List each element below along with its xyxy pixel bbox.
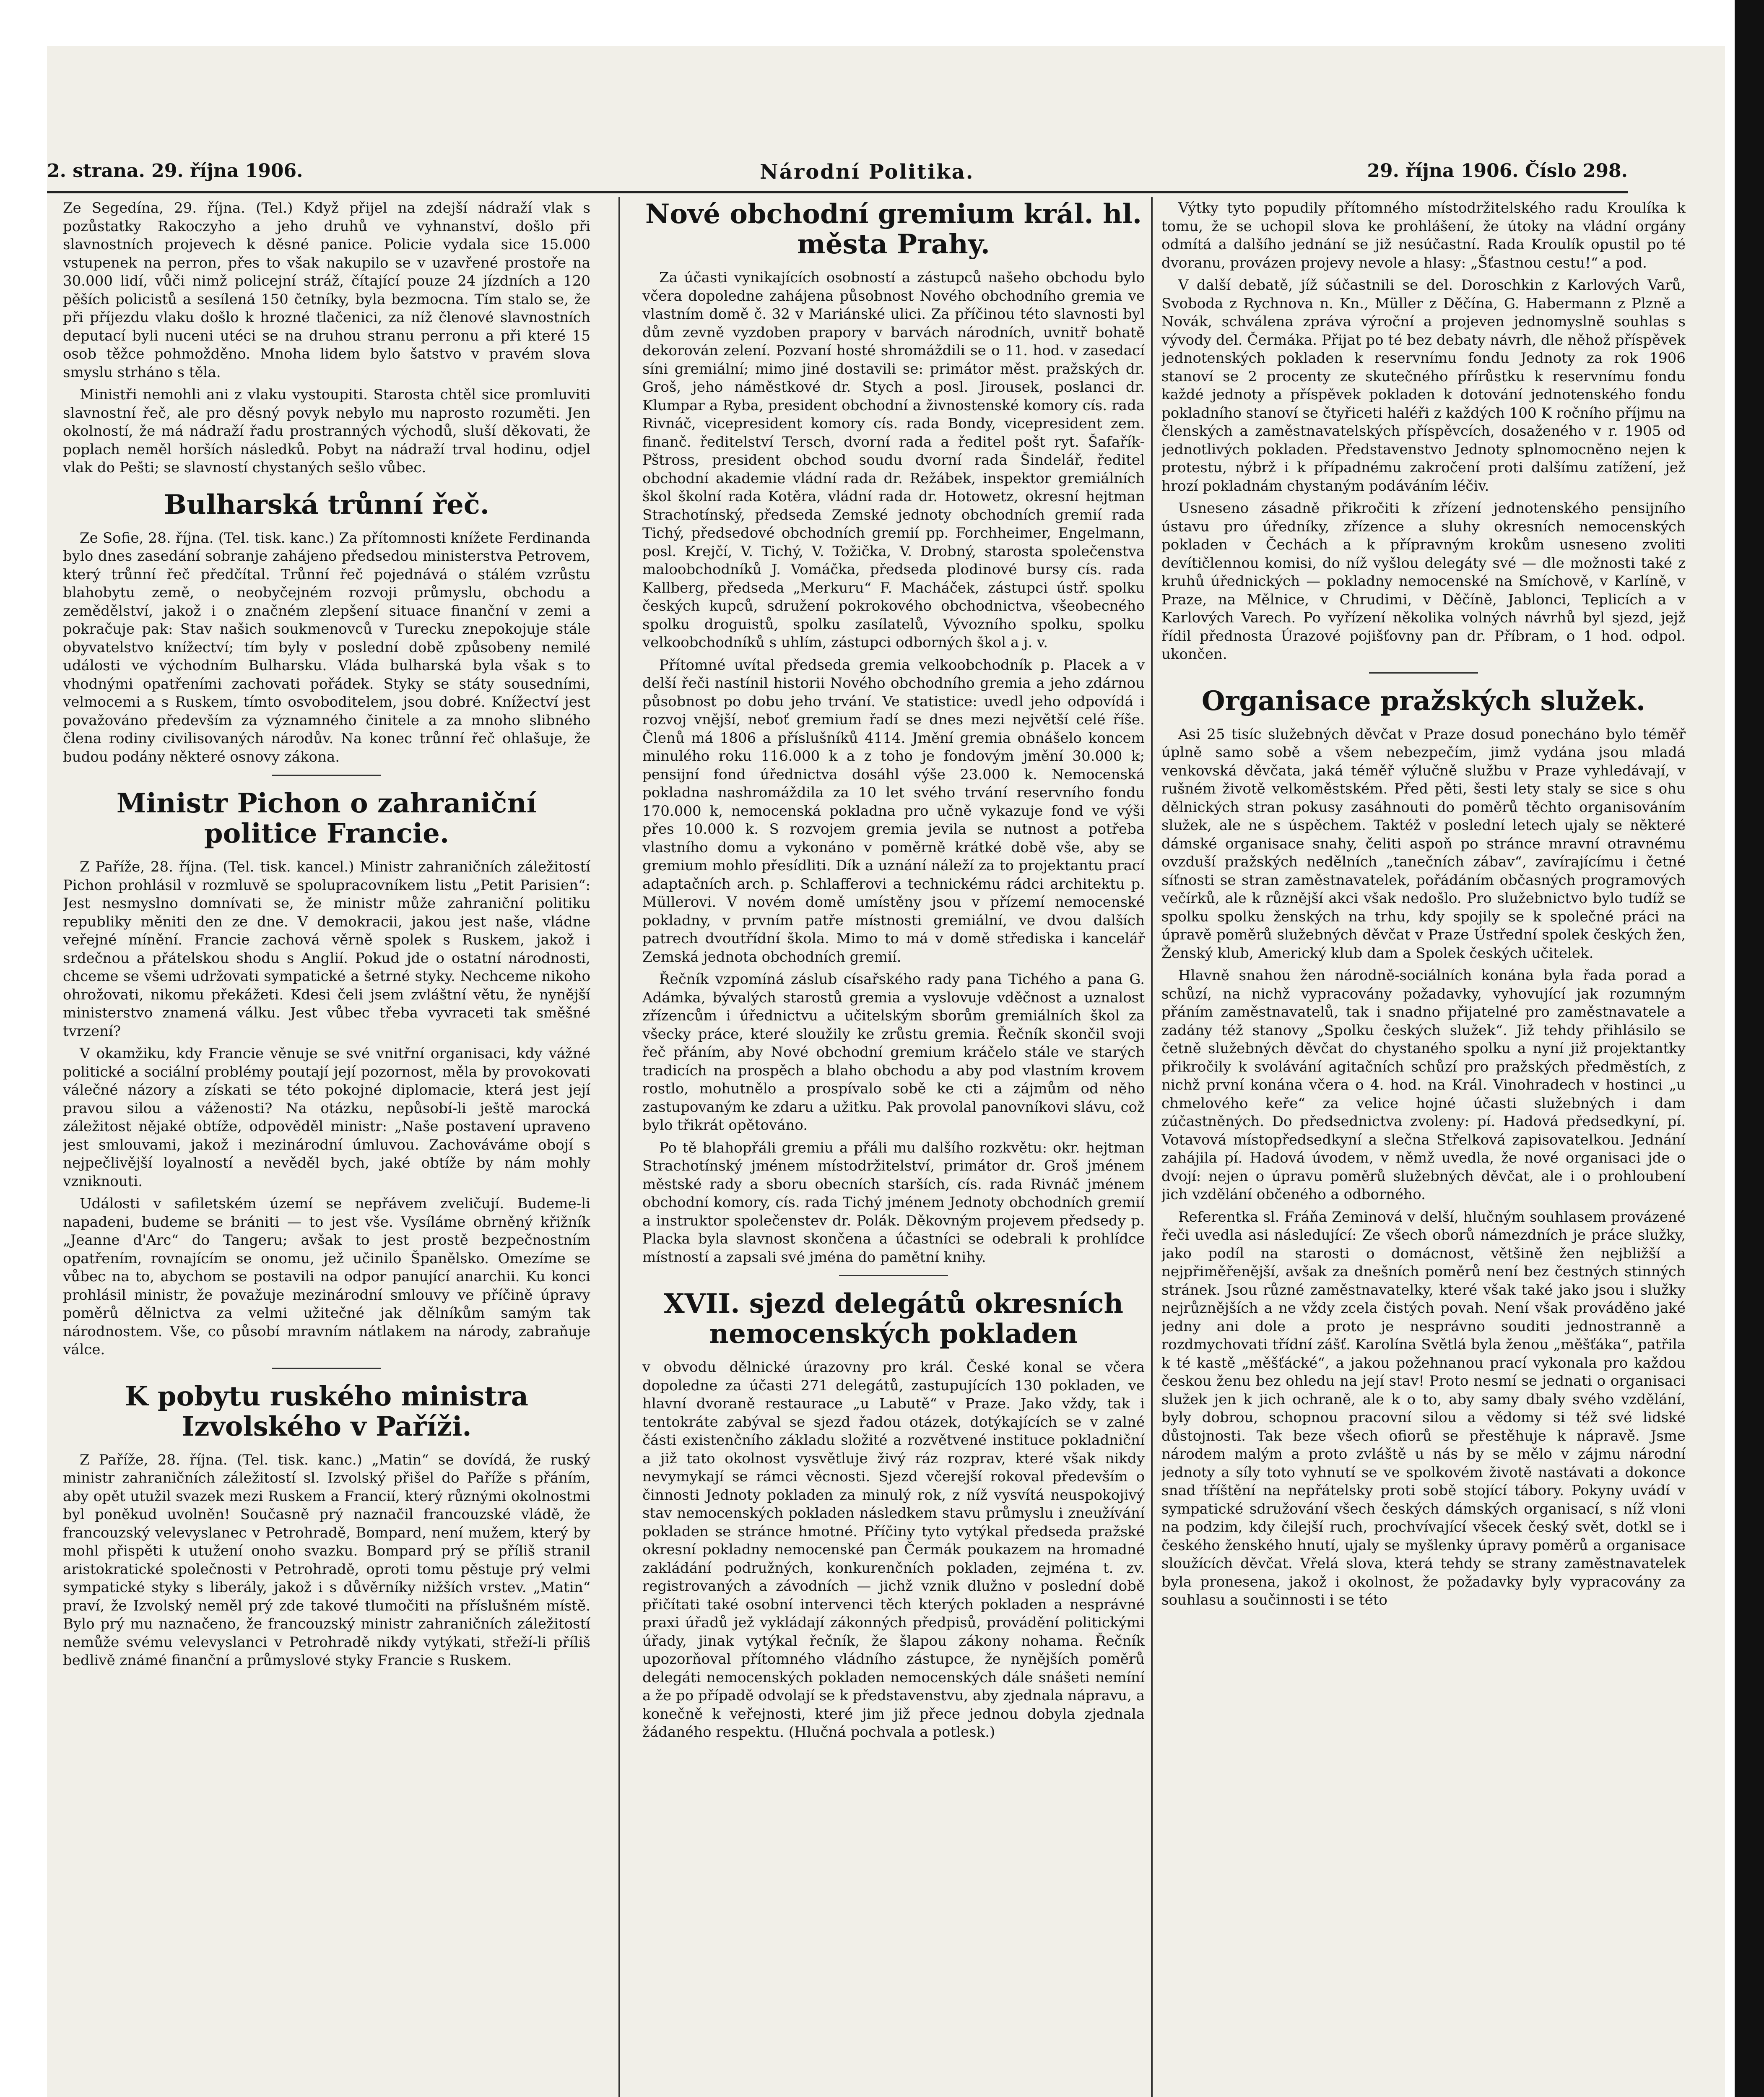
article-headline: Ministr Pichon o zahraniční politice Francie.: [116, 788, 537, 849]
column-divider: [1151, 197, 1153, 2097]
article-text: V okamžiku, kdy Francie věnuje se své vnitřní organisaci, kdy vážné politické a sociální problémy poutají její pozornost, měla by provokovati válečné názory a získati se této pokojné diplomacie, která jest její pravou silou a váženosti? Na otázku, nepůsobí-li ještě marocká záležitost nějaké obtíže, odpověděl ministr: „Naše postavení upraveno jest smlouvami, jakož i mezinárodní úmluvou. Zachováváme obojí s nejpečlivější loyalností a nevěděl bych, jaké obtíže by nám mohly vzniknouti.: [63, 1045, 590, 1190]
article-text: Po tě blahopřáli gremiu a přáli mu dalšího rozkvětu: okr. hejtman Strachotínský jménem místodržitelství, primátor dr. Groš jménem městské rady a sboru obecních starších, cís. rada Rivnáč jménem obchodní komory, cís. rada Tichý jménem Jednoty obchodních gremií a instruktor společenstev dr. Polák. Děkovným projevem předsedy p. Placka byla slavnost skončena a účastníci se odebrali k prohlídce místností a zapsali své jména do pamětní knihy.: [642, 1139, 1145, 1266]
article-separator: [839, 1275, 948, 1276]
article-text: Za účasti vynikajících osobností a zástupců našeho obchodu bylo včera dopoledne zahájena působnost Nového obchodního gremia ve vlastním domě č. 32 v Mariánské ulici. Za příčinou této slavnosti byl dům zevně vyzdoben prapory v barvách národních, uvnitř bohatě dekorován zelení. Pozvaní hosté shromáždili se o 11. hod. v zasedací síni gremiální; mimo jiné dostavili se: primátor měst. pražských dr. Groš, jeho náměstkové dr. Stych a posl. Jirousek, poslanci dr. Klumpar a Ryba, president obchodní a živnostenské komory cís. rada Rivnáč, vicepresident komory cís. rada Bondy, vicepresident zem. finanč. ředitelství Tersch, dvorní rada a ředitel pošt ryt. Šafařík-Pštross, president obchod soudu dvorní rada Šindelář, ředitel obchodní akademie vládní rada dr. Režábek, inspektor gremiálních škol školní rada Kotěra, vládní rada dr. Hotowetz, okresní hejtman Strachotínský, předseda Zemské jednoty obchodních gremií rada Tichý, předsedové obchodních gremií pp. Forchheimer, Engelmann, posl. Krejčí, V. Tichý, V. Tožička, V. Drobný, starosta společenstva maloobchodníků J. Vomáčka, předseda plodinové bursy cís. rada Kallberg, předseda „Merkuru“ F. Macháček, zástupci ústř. spolku českých kupců, sdružení pokrokového obchodnictva, všeobecného spolku droguistů, spolku zasílatelů, Vývozního spolku, spolku velkoobchodníků s uhlím, zástupci odborných škol a j. v.: [642, 269, 1145, 651]
page-info: 2. strana. 29. října 1906.: [47, 160, 303, 182]
column-divider: [618, 197, 620, 2097]
article-headline: Organisace pražských služek.: [1201, 685, 1646, 717]
article-headline: K pobytu ruského ministra Izvolského v Paříži.: [125, 1380, 529, 1442]
article-text: Hlavně snahou žen národně-sociálních konána byla řada porad a schůzí, na nichž vypracovány požadavky, vyhovující jak rozumným přáním zaměstnavatelů, tak i snadno přijatelné pro zaměstnavatele a zadány též stanovy „Spolku českých služek“. Již tehdy přihlásilo se četně služebných děvčat do chystaného spolku a nyní již projektantky přikročily k svolávání agitačních schůzí pro pražských předměstích, z nichž první konána včera o 4. hod. na Král. Vinohradech v hostinci „u chmelového keře“ za velice hojné účasti služebných i dam zúčastněných. Do předsednictva zvoleny: pí. Hadová předsedkyní, pí. Votavová místopředsedkyní a slečna Střelková zapisovatelkou. Jednání zahájila pí. Hadová úvodem, v němž uvedla, že nové organisaci jde o dvojí: nejen o úpravu poměrů služebných děvčat, ale i o prohloubení jich vzdělání občeného a odborného.: [1161, 967, 1686, 1203]
article-text: Asi 25 tisíc služebných děvčat v Praze dosud ponecháno bylo téměř úplně samo sobě a všem nebezpečím, jimž vydána jsou mladá venkovská děvčata, jaká téměř výlučně službu v Praze vyhledávají, v rušném životě velkoměstském. Před pěti, šesti lety staly se sice s ohu dělnických stran pokusy zasáhnouti do poměrů těchto organisováním služek, ale ne s úspěchem. Taktéž v poslední letech ujaly se některé dámské organisace snahy, čeliti aspoň po stránce mravní otravnému ovzduší pražských nedělních „tanečních zábav“, zavírajícímu i četné síťnosti se stran zaměstnavatelek, pořádáním občasných programových večírků, ale k různější akci však nedošlo. Pro služebnictvo bylo tudíž se spolku spolku ženských na trhu, kdy spojily se k společné práci na úpravě poměrů služebných děvčat v Praze Ústřední spolek českých žen, Ženský klub, Americký klub dam a Spolek českých učitelek.: [1161, 726, 1686, 962]
article-text: Události v safiletském území se nepřávem zveličují. Budeme-li napadeni, budeme se brániti — to jest vše. Vysíláme obrněný křižník „Jeanne d'Arc“ do Tangeru; avšak to jest prostě bezpečnostním opatřením, rovnajícím se onomu, jež učinilo Španělsko. Omezíme se vůbec na to, abychom se postavili na odpor panující anarchii. Ku konci prohlásil ministr, že považuje mezinárodní smlouvy ve příčině úpravy poměrů dělnictva za velmi užitečné jak dělníkům samým tak národnostem. Vše, co působí mravním nátlakem na národy, zabraňuje válce.: [63, 1195, 590, 1358]
article-separator: [272, 775, 381, 776]
column-2: [642, 199, 1145, 2097]
article-text: V další debatě, jíž súčastnili se del. Doroschkin z Karlových Varů, Svoboda z Rychnova n. Kn., Müller z Děčína, G. Habermann z Plzně a Novák, schválena zpráva výroční a projeven jednomyslně souhlas s vývody del. Čermáka. Přijat po té bez debaty návrh, dle něhož příspěvek jednotenských pokladen k reservnímu fondu Jednoty za rok 1906 stanoví se 2 procenty ze skutečného přírůstku k reservnímu fondu každé jednoty a příspěvek pokladen k dotování jednotenského fondu pokladního stanoví se čtyřiceti haléři z každých 100 K ročního příjmu na členských a zaměstnavatelských příspěvcích, dosaženého v r. 1905 od jednotlivých pokladen. Představenstvo Jednoty splnomocněno nejen k protestu, nýbrž i k případnému zakročení proti dalšímu zatížení, jež hrozí pokladnám chystaným podáváním léčiv.: [1161, 277, 1686, 494]
header-rule: [47, 191, 1628, 193]
issue-info: 29. října 1906. Číslo 298.: [1367, 160, 1628, 182]
article-text: Ze Segedína, 29. října. (Tel.) Když přijel na zdejší nádraží vlak s pozůstatky Rakoczyho a jeho druhů ve vyhnanství, došlo při slavnostních projevech k děsné panice. Policie vydala sice 15.000 vstupenek na perron, přes to však nakupilo se v uzavřené prostoře na 30.000 lidí, vůči nimž policejní stráž, čítající pouze 24 jízdních a 120 pěších policistů a sesílená 150 četníky, byla bezmocna. Tím stalo se, že při příjezdu vlaku došlo k hrozné tlačenici, za níž členové slavnostních deputací byli nuceni utéci se na druhou stranu perronu a při které 15 osob těžce pohmožděno. Mnoha lidem bylo šatstvo v pravém slova smyslu strháno s těla.: [63, 200, 590, 381]
scan-edge: [1735, 0, 1764, 2097]
newspaper-title: Národní Politika.: [760, 160, 974, 184]
column-3: [1161, 199, 1686, 2097]
article-text: Z Paříže, 28. října. (Tel. tisk. kancel.) Ministr zahraničních záležitostí Pichon prohlásil v rozmluvě se spolupracovníkem listu „Petit Parisien“: Jest nesmyslno domnívati se, že ministr může zahraniční politiku republiky měniti den ze dne. V demokracii, jakou jest naše, vládne veřejné mínění. Francie zachová věrně spolek s Ruskem, jakož i srdečnou a přátelskou shodu s Anglií. Pokud jde o ostatní národnosti, chceme se všemi udržovati sympatické a šetrné styky. Nechceme nikoho ohrožovati, nikomu překážeti. Kdesi čeli jsem zvláštní větu, že nynější ministerstvo znamená válku. Jest vůbec třeba vyvraceti tak směšné tvrzení?: [63, 859, 590, 1040]
article-text: Ze Sofie, 28. října. (Tel. tisk. kanc.) Za přítomnosti knížete Ferdinanda bylo dnes zasedání sobranje zahájeno předsedou ministerstva Petrovem, který trůnní řeč předčítal. Trůnní řeč pojednává o stálém vzrůstu blahobytu země, o neobyčejném rozvoji průmyslu, obchodu a zemědělství, jakož i o značném zlepšení situace finanční v zemi a pokračuje pak: Stav našich soukmenovců v Turecku znepokojuje stále obyvatelstvo knížectví; tím byly v poslední době způsobeny nemilé události ve východním Bulharsku. Vláda bulharská byla však s to vhodnými opatřeními zachovati pořádek. Styky se státy sousedními, velmocemi a s Ruskem, tímto osvoboditelem, jsou dobré. Knížectví jest považováno především za významného činitele a za mnoho slibného člena rodiny civilisovaných národův. Na konec trůnní řeč ohlašuje, že budou podány některé osnovy zákona.: [63, 529, 590, 765]
article-text: v obvodu dělnické úrazovny pro král. České konal se včera dopoledne za účasti 271 delegátů, zastupujících 130 pokladen, ve hlavní dvoraně restaurace „u Labutě“ v Praze. Jako vždy, tak i tentokráte zabýval se sjezd řadou otázek, dotýkajících se v zalné části existenčního základu složité a rozvětvené instituce pokladniční a již tato okolnost vysvětluje živý ráz rozprav, které však nikdy nevymykají se rámci věcnosti. Sjezd včerejší rokoval především o činnosti Jednoty pokladen za minulý rok, z níž vysvítá neuspokojivý stav nemocenských pokladen následkem stavu průmyslu i zneužívání pokladen se stránce hmotné. Příčiny tyto vytýkal předseda pražské okresní pokladny nemocenské pan Čermák poukazem na hromadné zakládání podružných, konkurenčních pokladen, zejména t. zv. registrovaných a závodních — jichž vznik dlužno v poslední době přičítati také osobní intervenci těch kterých pokladen a nesprávné praxi úřadů jež vykládají zákonných předpisů, provádění politickými úřady, jinak vytýkal řečník, že šlapou zákony nohama. Řečník upozorňoval přítomného vládního zástupce, že nynějších poměrů delegáti nemocenských pokladen nemocenských dále snášeti nemíní a že po případě odvolají se k představenstvu, aby zjednala nápravu, a konečně k veřejnosti, které jim již přece jednou dobyla zjednala žádaného respektu. (Hlučná pochvala a potlesk.): [642, 1359, 1145, 1741]
article-text: Ministři nemohli ani z vlaku vystoupiti. Starosta chtěl sice promluviti slavnostní řeč, ale pro děsný povyk nebylo mu naprosto rozuměti. Jen okolností, že má nádraží řadu prostranných východů, sluší děkovati, že poplach neměl horších následků. Pobyt na nádraží trval hodinu, odjel vlak do Pešti; se slavností chystaných sešlo vůbec.: [63, 386, 590, 476]
article-headline: Bulharská trůnní řeč.: [164, 489, 489, 520]
article-text: Řečník vzpomíná záslub císařského rady pana Tichého a pana G. Adámka, bývalých starostů gremia a vyslovuje vděčnost a uznalost zřízencům i úřednictvu a učitelským sborům gremiálních škol za všecky práce, které sloužily ke zrůstu gremia. Řečník skončil svoji řeč přáním, aby Nové obchodní gremium kráčelo stále ve starých tradicích na prospěch a blaho obchodu a aby pod vlastním krovem rostlo, mohutnělo a prospívalo sobě ke cti a zájmům od něho zastupovaným ke zdaru a užitku. Pak provolal panovníkovi slávu, což bylo třikrát opětováno.: [642, 971, 1145, 1134]
page-header: [47, 160, 1628, 190]
article-separator: [272, 1368, 381, 1369]
article-headline: XVII. sjezd delegátů okresních nemocenských pokladen: [664, 1288, 1123, 1350]
column-1: [63, 199, 590, 2097]
article-text: Výtky tyto popudily přítomného místodržitelského radu Kroulíka k tomu, že se uchopil slova ke prohlášení, že útoky na vládní orgány odmítá a dalšího jednání se již nesúčastní. Rada Kroulík opustil po té dvoranu, provázen projevy nevole a hlasy: „Šťastnou cestu!“ a pod.: [1161, 200, 1686, 271]
article-headline: Nové obchodní gremium král. hl. města Prahy.: [645, 199, 1142, 260]
article-separator: [1369, 672, 1478, 674]
article-text: Přítomné uvítal předseda gremia velkoobchodník p. Placek a v delší řeči nastínil historii Nového obchodního gremia a jeho zdárnou působnost po dobu jeho trvání. Ve statistice: uvedl jeho odpovídá i rozvoj vnější, neboť gremium řadí se dnes mezi největší celé říše. Členů má 1806 a příslušníků 4114. Jmění gremia obnášelo koncem minulého roku 116.000 k a z toho je fondovým jmění 30.000 k; pensijní fond úřednictva dosáhl výše 23.000 k. Nemocenská pokladna nashromáždila za 10 let svého trvání reservního fondu 170.000 k, nemocenská pokladna pro učně vykazuje fond ve výši přes 10.000 k. S rozvojem gremia jevila se nutnost a potřeba vlastního domu a vykonáno v poměrně krátké době vše, aby se gremium mohlo přesídliti. Dík a uznání náleží za to projektantu prací adaptačních arch. p. Schlafferovi a technickému rádci architektu p. Müllerovi. V novém domě umístěny jsou v přízemí nemocenské pokladny, v prvním patře místnosti gremiální, ve dvou dalších patrech dvoutřídní škola. Mimo to má v domě střediska i kancelář Zemská jednota obchodních gremií.: [642, 656, 1145, 965]
article-text: Referentka sl. Fráňa Zeminová v delší, hlučným souhlasem provázené řeči uvedla asi následující: Ze všech oborů námezdních je práce služky, jako podíl na starosti o domácnost, většině žen nejbližší a nejpřiměřenější, avšak za dnešních poměrů není bez čestných stinných stránek. Jsou různé zaměstnavatelky, které však také jako jsou i služky nejrůznějších a ne vždy zcela čistých povah. Není však prováděno jaké jedny ani dole a proto je nesprávno souditi jednostranně a rozdmychovati třídní zášť. Karolína Světlá byla ženou „měšťáka“, patřila k té kastě „měšťácké“, a jakou požehnanou prací vykonala pro každou českou ženu bez ohledu na její stav! Proto nesmí se jednati o organisaci služek jen k jich ochraně, ale k o to, aby samy dbaly svého vzdělání, byly dobrou, schopnou pracovní silou a vědomy si též své lidské důstojnosti. Tak beze všech ofiorů se přestěhuje k nápravě. Jsme národem malým a proto zvláště u nás by se mělo v zájmu národní jednoty a síly toto vyhnutí se ve spolkovém životě nastávati a dokonce snad tříštění na nepřátelsky proti sobě stojící tábory. Pokyny uvádí v sympatické sdružování všech českých dámských organisací, s níž vloni na podzim, kdy čilejší ruch, prochvívající všecek český svět, dotkl se i českého ženského hnutí, ujaly se myšlenky úpravy poměrů a organisace sloužících děvčat. Vřelá slova, která tehdy se strany zaměstnavatelek byla pronesena, jakož i okolnost, že požadavky byly vypracovány za souhlasu a součinnosti i se této: [1161, 1208, 1686, 1608]
article-text: Z Paříže, 28. října. (Tel. tisk. kanc.) „Matin“ se dovídá, že ruský ministr zahraničních záležitostí sl. Izvolský přišel do Paříže s přáním, aby opět utužil svazek mezi Ruskem a Francií, který různými okolnostmi byl poněkud uvolněn! Současně prý naznačil francouzské vládě, že francouzský velevyslanec v Petrohradě, Bompard, není mužem, který by mohl přispěti k utužení onoho svazku. Bompard prý se příliš stranil aristokratické společnosti v Petrohradě, oproti tomu pěstuje prý velmi sympatické styky s liberály, jakož i s důvěrníky nižších vrstev. „Matin“ praví, že Izvolský neměl prý zde takové tlumočiti na příslušném místě. Bylo prý mu naznačeno, že francouzský ministr zahraničních záležitostí nemůže svému velevyslanci v Petrohradě nikdy vytýkati, střeží-li příliš bedlivě známé finanční a průmyslové styky Francie s Ruskem.: [63, 1451, 590, 1669]
article-text: Usneseno zásadně přikročiti k zřízení jednotenského pensijního ústavu pro úředníky, zřízence a sluhy okresních nemocenských pokladen v Čechách a k přípravným krokům usneseno zvoliti devítičlennou komisi, do níž vyšlou delegáty své — dle možnosti také z kruhů úřednických — pokladny nemocenské na Smíchově, v Karlíně, v Praze, na Mělnice, v Chrudimi, v Děčíně, Jablonci, Teplicích a v Karlových Varech. Po vyřízení několika volných návrhů byl sjezd, jejž řídil přednosta Úrazové pojišťovny pan dr. Příbram, o 1 hod. odpol. ukončen.: [1161, 500, 1686, 663]
